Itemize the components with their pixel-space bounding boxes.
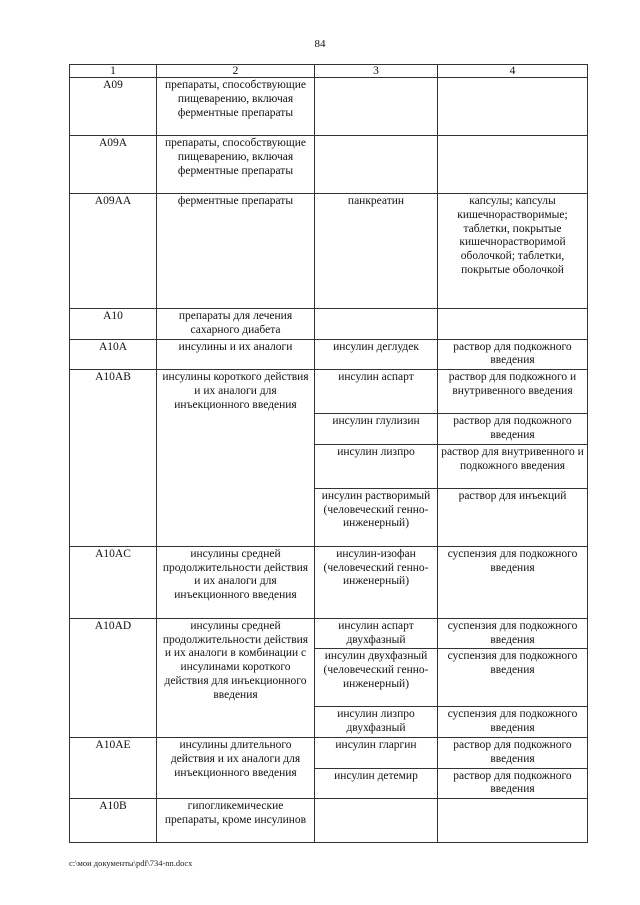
drug-name (315, 136, 438, 194)
dosage-form: раствор для подкожного введения (438, 414, 588, 445)
group-name: гипогликемические препараты, кроме инсулинов (157, 799, 315, 843)
atc-code: A09A (70, 136, 157, 194)
table-row (70, 799, 588, 843)
group-name: инсулины длительного действия и их аналоги для инъекционного введения (157, 737, 315, 798)
group-name: инсулины средней продолжительности действия и их аналоги в комбинации с инсулинами короткого действия для инъекционного введения (157, 618, 315, 737)
drug-name: инсулин аспарт двухфазный (315, 618, 438, 649)
table-row (70, 194, 588, 309)
drug-name: инсулин лизпро (315, 444, 438, 488)
dosage-form: суспензия для подкожного введения (438, 649, 588, 707)
table-row (70, 618, 588, 649)
group-name: препараты для лечения сахарного диабета (157, 309, 315, 340)
atc-code: A10AB (70, 370, 157, 547)
table-row (70, 309, 588, 340)
dosage-form: раствор для внутривенного и подкожного введения (438, 444, 588, 488)
drug-name: инсулин двухфазный (человеческий генно-инженерный) (315, 649, 438, 707)
header-cell: 2 (157, 65, 315, 78)
header-cell: 1 (70, 65, 157, 78)
drug-name (315, 309, 438, 340)
group-name: инсулины короткого действия и их аналоги для инъекционного введения (157, 370, 315, 547)
atc-code: A10AE (70, 737, 157, 798)
dosage-form (438, 78, 588, 136)
table-row (70, 737, 588, 768)
dosage-form: суспензия для подкожного введения (438, 707, 588, 738)
group-name: препараты, способствующие пищеварению, включая ферментные препараты (157, 136, 315, 194)
dosage-form: раствор для подкожного введения (438, 737, 588, 768)
dosage-form (438, 309, 588, 340)
drug-name: панкреатин (315, 194, 438, 309)
group-name: инсулины и их аналоги (157, 339, 315, 370)
header-cell: 4 (438, 65, 588, 78)
drug-name: инсулин лизпро двухфазный (315, 707, 438, 738)
header-cell: 3 (315, 65, 438, 78)
dosage-form: суспензия для подкожного введения (438, 546, 588, 618)
dosage-form: раствор для подкожного и внутривенного введения (438, 370, 588, 414)
drug-name: инсулин детемир (315, 768, 438, 799)
table-row (70, 546, 588, 618)
atc-code: A10AC (70, 546, 157, 618)
table-row (70, 370, 588, 414)
atc-code: A10AD (70, 618, 157, 737)
dosage-form (438, 799, 588, 843)
dosage-form: суспензия для подкожного введения (438, 618, 588, 649)
table-row (70, 339, 588, 370)
dosage-form: раствор для подкожного введения (438, 768, 588, 799)
table-row (70, 136, 588, 194)
page-number: 84 (314, 38, 326, 50)
group-name: инсулины средней продолжительности действия и их аналоги для инъекционного введения (157, 546, 315, 618)
drug-name (315, 78, 438, 136)
table-row (70, 78, 588, 136)
atc-code: A10 (70, 309, 157, 340)
drug-name: инсулин аспарт (315, 370, 438, 414)
group-name: ферментные препараты (157, 194, 315, 309)
drug-name (315, 799, 438, 843)
drug-name: инсулин растворимый (человеческий генно-инженерный) (315, 488, 438, 546)
dosage-form: капсулы; капсулы кишечнорастворимые; таблетки, покрытые кишечнорастворимой оболочкой; таблетки, покрытые оболочкой (438, 194, 588, 309)
atc-code: A10B (70, 799, 157, 843)
atc-code: A09AA (70, 194, 157, 309)
dosage-form: раствор для инъекций (438, 488, 588, 546)
drug-name: инсулин деглудек (315, 339, 438, 370)
drug-name: инсулин-изофан (человеческий генно-инженерный) (315, 546, 438, 618)
dosage-form: раствор для подкожного введения (438, 339, 588, 370)
drug-name: инсулин гларгин (315, 737, 438, 768)
group-name: препараты, способствующие пищеварению, включая ферментные препараты (157, 78, 315, 136)
dosage-form (438, 136, 588, 194)
table-header-row (70, 65, 588, 78)
file-path-footer: c:\мои документы\pdf\734-nn.docx (69, 858, 193, 868)
drug-name: инсулин глулизин (315, 414, 438, 445)
atc-code: A10A (70, 339, 157, 370)
drug-table (69, 64, 588, 843)
atc-code: A09 (70, 78, 157, 136)
